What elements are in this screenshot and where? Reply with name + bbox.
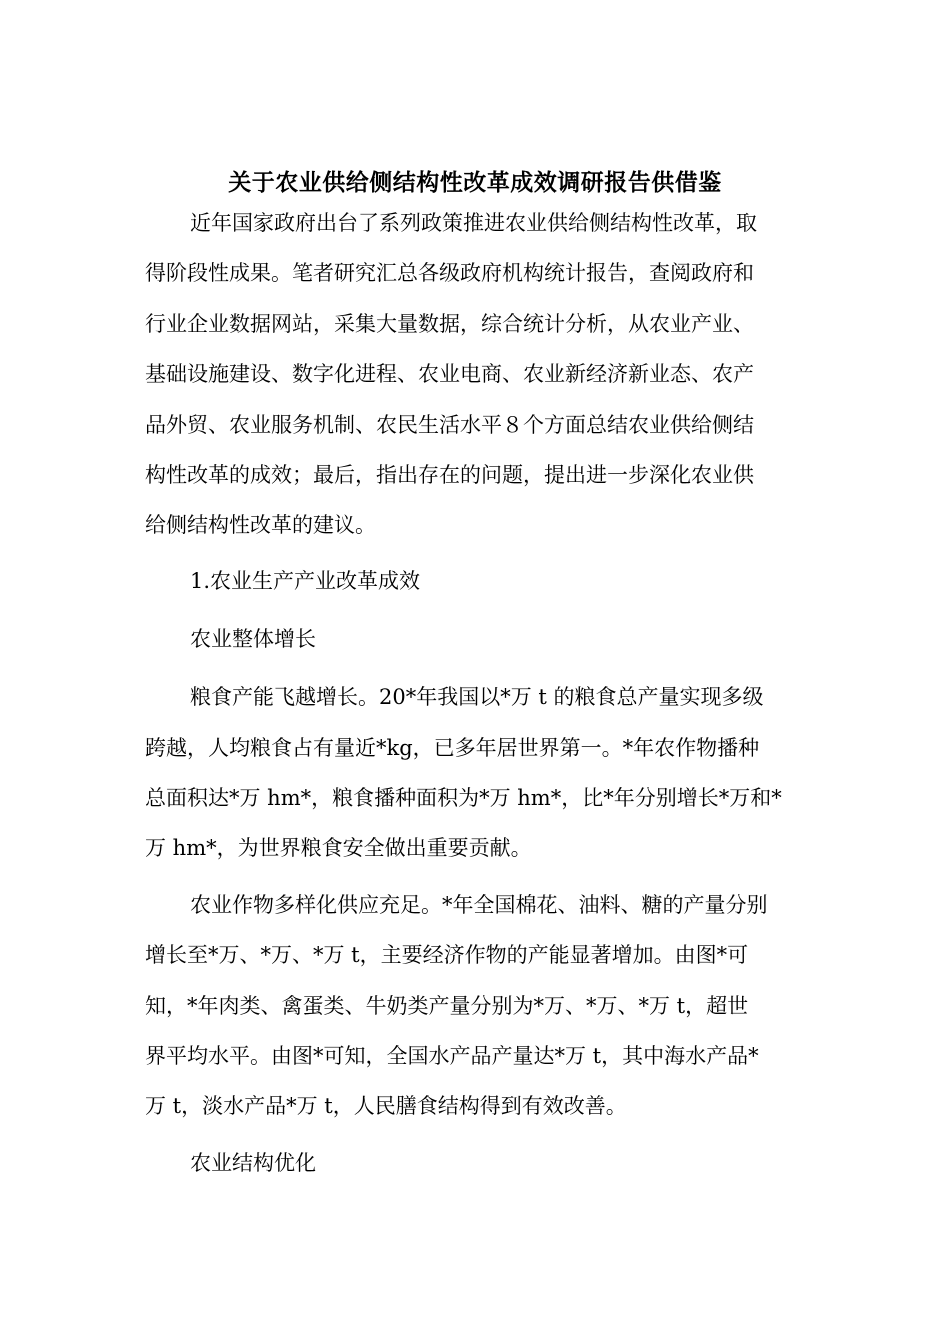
grain-line-2: 跨越，人均粮食占有量近*kg，已多年居世界第一。*年农作物播种 [145, 736, 760, 760]
crops-line-4: 界平均水平。由图*可知，全国水产品产量达*万 t，其中海水产品* [145, 1044, 759, 1068]
crops-line-2: 增长至*万、*万、*万 t，主要经济作物的产能显著增加。由图*可 [145, 943, 749, 967]
subheading-structure-optimization: 农业结构优化 [190, 1151, 316, 1175]
document-title: 关于农业供给侧结构性改革成效调研报告供借鉴 [228, 169, 722, 197]
crops-line-3: 知，*年肉类、禽蛋类、牛奶类产量分别为*万、*万、*万 t，超世 [145, 994, 749, 1018]
intro-line-7: 给侧结构性改革的建议。 [145, 513, 376, 537]
grain-line-3: 总面积达*万 hm*，粮食播种面积为*万 hm*，比*年分别增长*万和* [145, 786, 782, 810]
section-1-heading: 1.农业生产产业改革成效 [190, 569, 421, 593]
intro-line-6: 构性改革的成效；最后，指出存在的问题，提出进一步深化农业供 [145, 463, 754, 487]
intro-line-2: 得阶段性成果。笔者研究汇总各级政府机构统计报告，查阅政府和 [145, 261, 754, 285]
intro-line-3: 行业企业数据网站，采集大量数据，综合统计分析，从农业产业、 [145, 312, 754, 336]
crops-line-1: 农业作物多样化供应充足。*年全国棉花、油料、糖的产量分别 [190, 893, 768, 917]
intro-line-4: 基础设施建设、数字化进程、农业电商、农业新经济新业态、农产 [145, 362, 754, 386]
grain-line-1: 粮食产能飞越增长。20*年我国以*万 t 的粮食总产量实现多级 [190, 685, 764, 709]
grain-line-4: 万 hm*，为世界粮食安全做出重要贡献。 [145, 836, 532, 860]
crops-line-5: 万 t，淡水产品*万 t，人民膳食结构得到有效改善。 [145, 1094, 627, 1118]
intro-line-1: 近年国家政府出台了系列政策推进农业供给侧结构性改革，取 [190, 211, 757, 235]
subheading-overall-growth: 农业整体增长 [190, 627, 316, 651]
intro-line-5: 品外贸、农业服务机制、农民生活水平８个方面总结农业供给侧结 [145, 413, 754, 437]
